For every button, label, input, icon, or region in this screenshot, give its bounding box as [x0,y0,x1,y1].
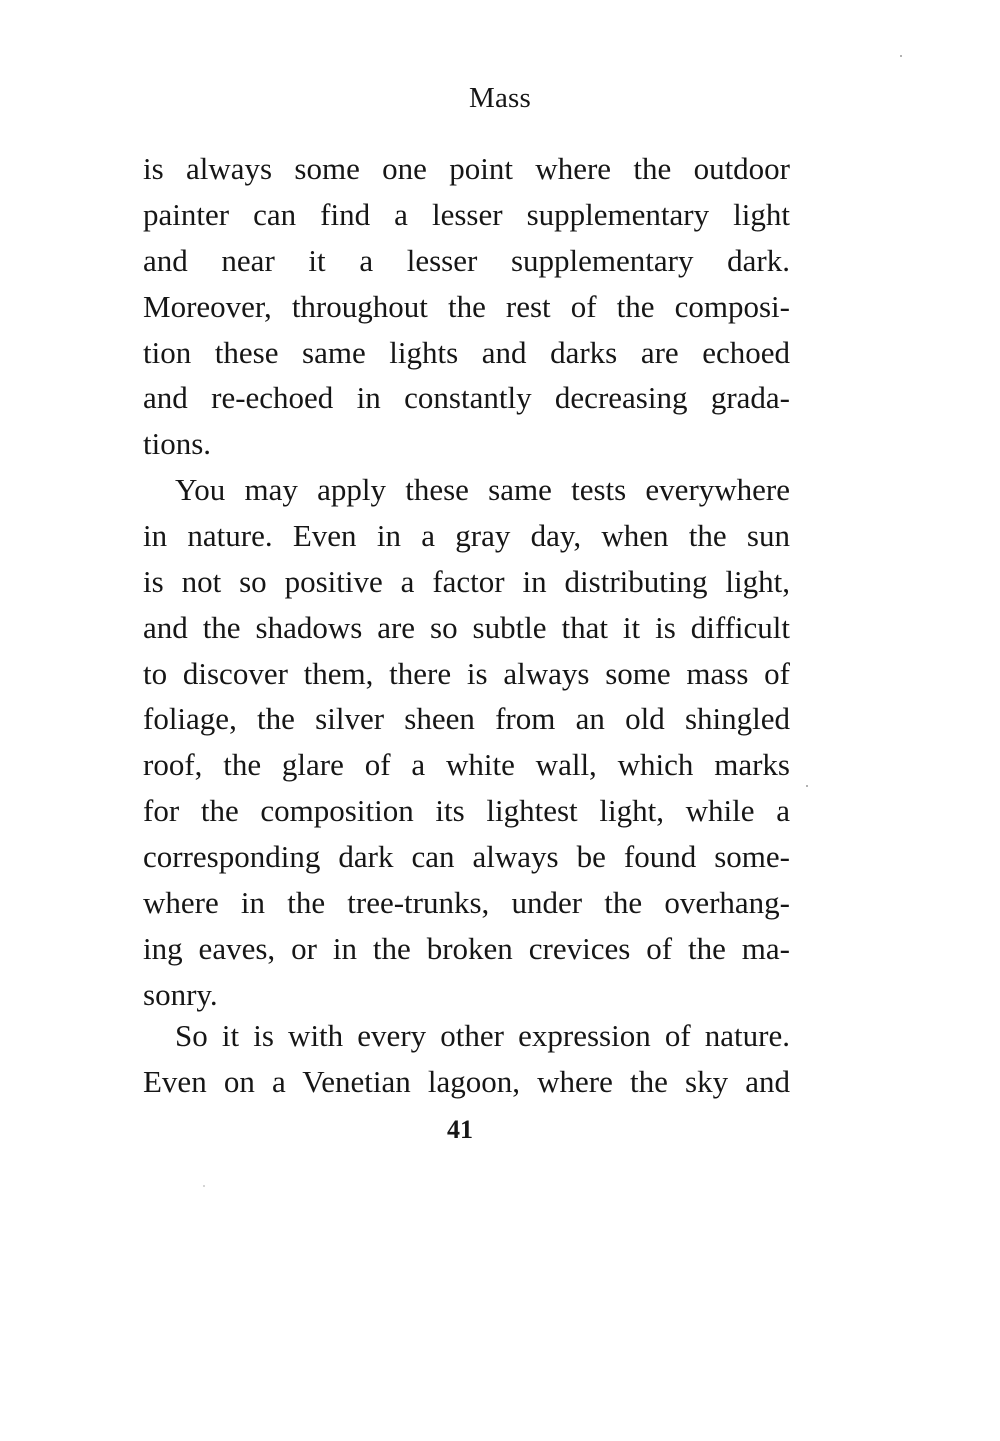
text-line: painter can find a lesser supplementary light [143,196,790,232]
scan-speck [203,1185,205,1187]
running-head: Mass [468,82,532,114]
text-line: and the shadows are so subtle that it is difficult [143,609,790,645]
text-line: is not so positive a factor in distributing light, [143,563,790,599]
text-line: sonry. [143,976,218,1012]
text-line: foliage, the silver sheen from an old shingled [143,701,790,737]
text-line: is always some one point where the outdoor [143,151,790,186]
text-line: So it is with every other expression of nature. [175,1018,790,1053]
text-line: and re-echoed in constantly decreasing grada- [143,380,790,416]
scan-speck [900,55,902,57]
scan-speck [806,785,808,787]
text-line: tion these same lights and darks are echoed [143,334,790,370]
page-number: 41 [447,1115,473,1144]
text-line: ing eaves, or in the broken crevices of the ma- [143,930,790,966]
text-line: You may apply these same tests everywhere [175,472,790,507]
text-line: for the composition its lightest light, while a [143,793,790,829]
paragraph-1 [143,146,790,467]
text-line: tions. [143,426,212,462]
text-line: where in the tree-trunks, under the overhang- [143,885,790,921]
paragraph-2 [143,467,790,1018]
paragraph-3 [143,1013,790,1105]
text-line: corresponding dark can always be found some- [143,839,790,875]
text-line: Moreover, throughout the rest of the composi- [143,288,790,324]
text-line: roof, the glare of a white wall, which marks [143,747,790,783]
text-line: in nature. Even in a gray day, when the sun [143,517,790,553]
text-line: Even on a Venetian lagoon, where the sky and [143,1063,790,1099]
text-line: and near it a lesser supplementary dark. [143,242,790,278]
text-line: to discover them, there is always some mass of [143,655,790,691]
